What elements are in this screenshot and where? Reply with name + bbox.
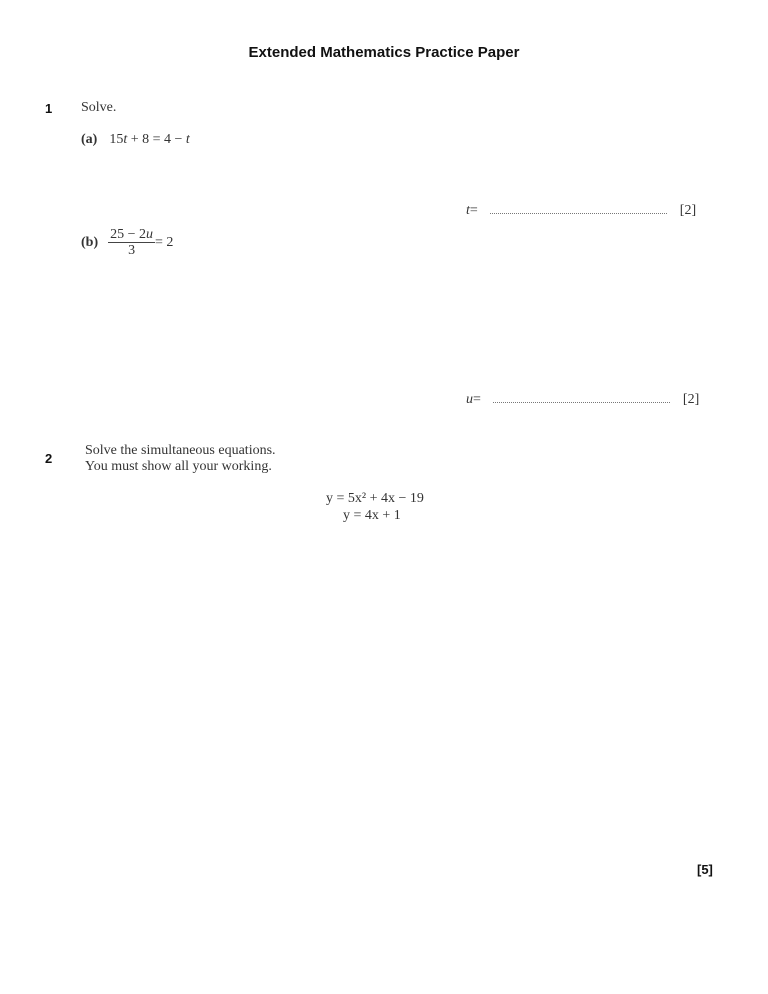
part-a-label: (a)	[81, 132, 98, 147]
marks-1b: [2]	[682, 392, 700, 407]
answer-line-a[interactable]	[466, 203, 696, 219]
eq-mid: + 8 = 4 −	[127, 132, 186, 147]
fraction-numerator	[108, 227, 155, 243]
part-b-rhs: = 2	[155, 234, 174, 250]
answer-b-dotted-line[interactable]	[493, 393, 670, 403]
answer-b-eq: =	[473, 392, 481, 407]
numerator-text: 25 − 2	[110, 227, 147, 242]
simultaneous-equations	[326, 490, 456, 524]
answer-a-var: t	[466, 203, 470, 218]
answer-a-dotted-line[interactable]	[490, 204, 667, 214]
marks-1a: [2]	[679, 203, 697, 218]
marks-2: [5]	[697, 862, 713, 877]
eq-var: t	[123, 132, 128, 147]
part-b-fraction	[108, 227, 155, 258]
question-1-number: 1	[45, 101, 53, 116]
question-1-prompt: Solve.	[81, 100, 117, 115]
equation-2: y = 4x + 1	[343, 508, 401, 523]
numerator-var: u	[146, 227, 154, 242]
eq-var2: t	[185, 132, 190, 147]
question-2-prompt-line2: You must show all your working.	[85, 459, 272, 474]
question-2-number: 2	[45, 451, 53, 466]
question-2-prompt-line1: Solve the simultaneous equations.	[85, 443, 276, 458]
part-a-equation	[109, 132, 189, 147]
question-2-prompt	[85, 443, 276, 475]
fraction-denominator: 3	[128, 243, 136, 258]
question-1a	[81, 130, 190, 148]
equation-1: y = 5x² + 4x − 19	[326, 491, 424, 506]
paper-title: Extended Mathematics Practice Paper	[248, 44, 520, 61]
answer-line-b[interactable]	[466, 392, 699, 408]
answer-b-var: u	[466, 392, 473, 407]
answer-a-eq: =	[469, 203, 478, 218]
eq-coef: 15	[109, 132, 124, 147]
part-b-label: (b)	[81, 234, 99, 250]
question-1b	[81, 227, 173, 258]
